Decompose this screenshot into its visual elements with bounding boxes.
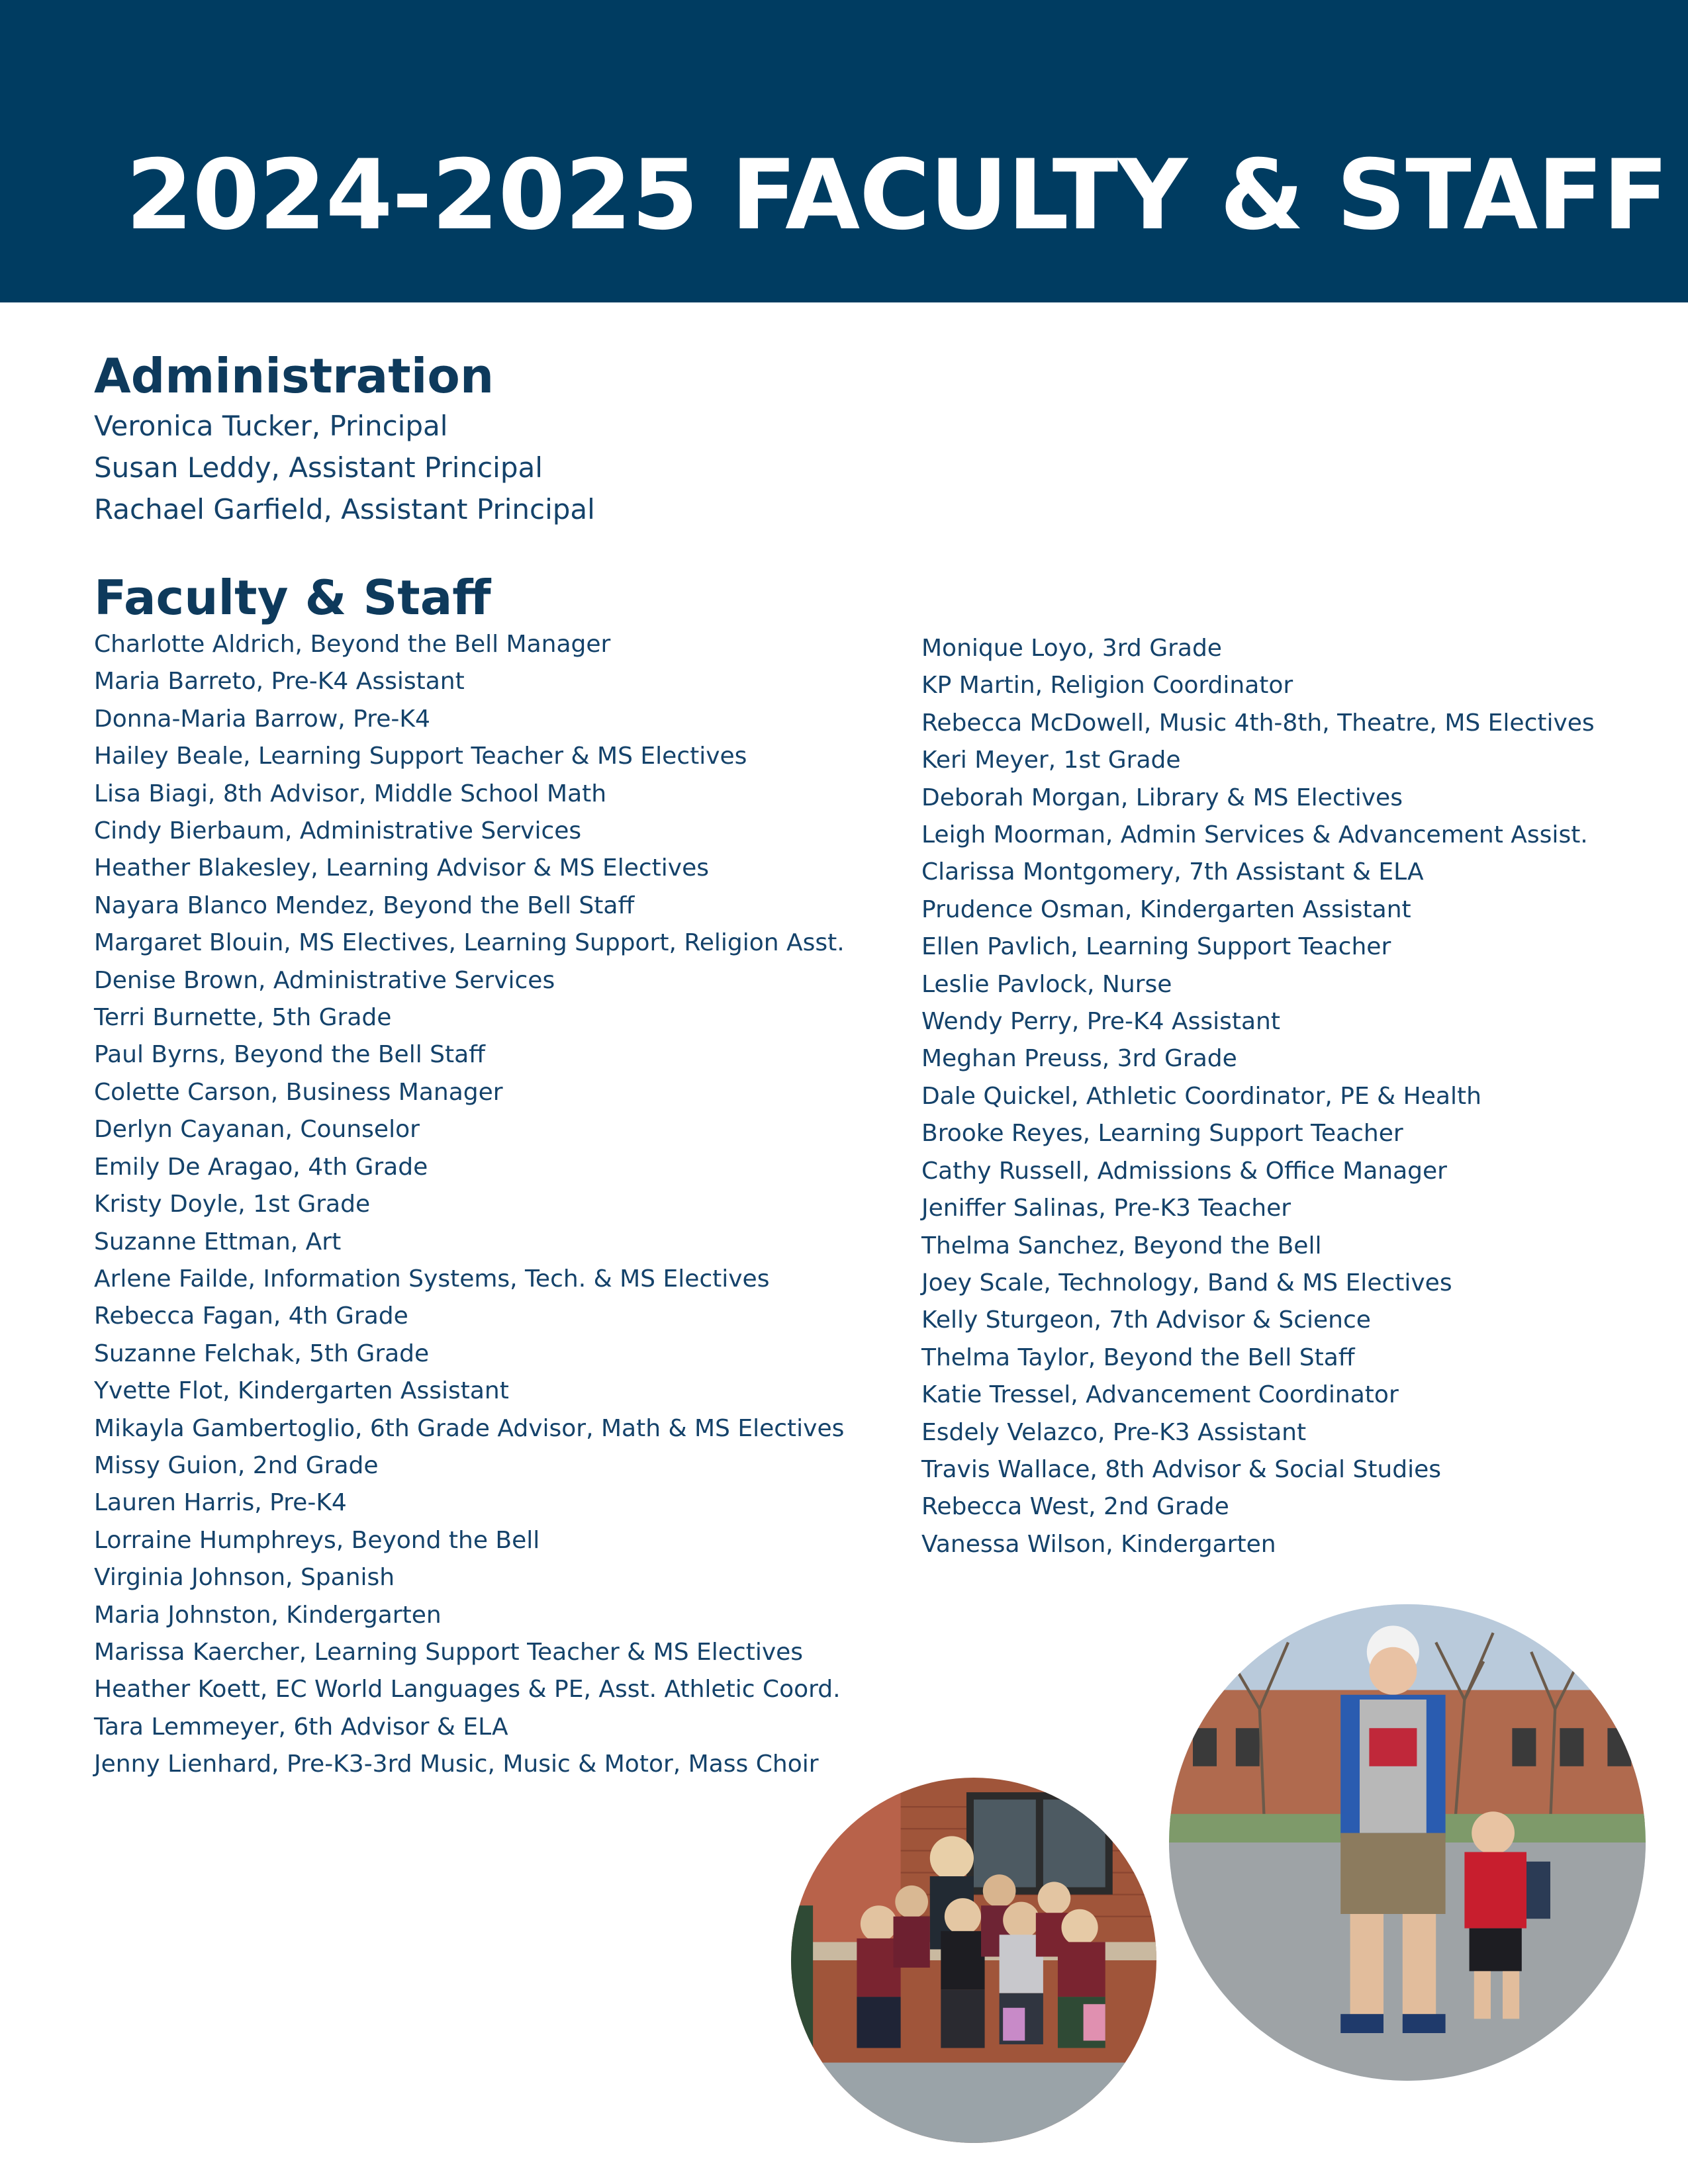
- staff-member: Thelma Sanchez, Beyond the Bell: [921, 1232, 1322, 1259]
- administration-heading: Administration: [94, 348, 494, 404]
- staff-member: Lorraine Humphreys, Beyond the Bell: [94, 1526, 540, 1554]
- staff-member: Paul Byrns, Beyond the Bell Staff: [94, 1041, 485, 1069]
- staff-member: Nayara Blanco Mendez, Beyond the Bell Staff: [94, 891, 635, 919]
- family-photo-image: [1169, 1604, 1646, 2081]
- staff-member: Lauren Harris, Pre-K4: [94, 1489, 347, 1517]
- staff-member: Charlotte Aldrich, Beyond the Bell Manager: [94, 631, 611, 658]
- staff-member: Meghan Preuss, 3rd Grade: [921, 1045, 1237, 1073]
- faculty-list-column-1: [94, 626, 845, 1784]
- staff-member: Joey Scale, Technology, Band & MS Electives: [921, 1269, 1452, 1297]
- admin-member: Susan Leddy, Assistant Principal: [94, 451, 543, 484]
- staff-member: Maria Johnston, Kindergarten: [94, 1601, 442, 1629]
- staff-member: Rebecca West, 2nd Grade: [921, 1493, 1229, 1521]
- staff-member: Jeniffer Salinas, Pre-K3 Teacher: [921, 1195, 1291, 1222]
- faculty-list-column-2: [921, 630, 1595, 1563]
- staff-member: Suzanne Felchak, 5th Grade: [94, 1340, 430, 1367]
- header-banner: [0, 0, 1688, 302]
- staff-member: Mikayla Gambertoglio, 6th Grade Advisor, Math & MS Electives: [94, 1414, 845, 1442]
- page-title: 2024-2025 FACULTY & STAFF: [126, 139, 1668, 251]
- administration-list: [94, 405, 595, 530]
- staff-member: Clarissa Montgomery, 7th Assistant & ELA: [921, 858, 1424, 886]
- staff-member: Travis Wallace, 8th Advisor & Social Studies: [921, 1455, 1442, 1483]
- family-photo: [1169, 1604, 1646, 2081]
- staff-member: Jenny Lienhard, Pre-K3-3rd Music, Music & Motor, Mass Choir: [94, 1751, 819, 1778]
- staff-member: Donna-Maria Barrow, Pre-K4: [94, 705, 430, 733]
- students-photo: [791, 1778, 1156, 2143]
- staff-member: Monique Loyo, 3rd Grade: [921, 635, 1222, 662]
- admin-member: Rachael Garfield, Assistant Principal: [94, 493, 595, 525]
- admin-member: Veronica Tucker, Principal: [94, 410, 448, 442]
- staff-member: Arlene Failde, Information Systems, Tech. & MS Electives: [94, 1265, 770, 1293]
- faculty-heading: Faculty & Staff: [94, 570, 491, 625]
- staff-member: Heather Koett, EC World Languages & PE, Asst. Athletic Coord.: [94, 1676, 841, 1704]
- staff-member: Hailey Beale, Learning Support Teacher & MS Electives: [94, 743, 747, 770]
- staff-member: Derlyn Cayanan, Counselor: [94, 1116, 420, 1144]
- staff-member: Cindy Bierbaum, Administrative Services: [94, 817, 582, 845]
- staff-member: Keri Meyer, 1st Grade: [921, 747, 1181, 774]
- staff-member: Heather Blakesley, Learning Advisor & MS Electives: [94, 854, 709, 882]
- staff-member: Emily De Aragao, 4th Grade: [94, 1153, 428, 1181]
- staff-member: Esdely Velazco, Pre-K3 Assistant: [921, 1418, 1307, 1446]
- staff-member: Dale Quickel, Athletic Coordinator, PE & Health: [921, 1082, 1481, 1110]
- staff-member: Cathy Russell, Admissions & Office Manager: [921, 1157, 1447, 1185]
- staff-member: KP Martin, Religion Coordinator: [921, 672, 1293, 700]
- staff-member: Leigh Moorman, Admin Services & Advancement Assist.: [921, 821, 1588, 849]
- staff-member: Leslie Pavlock, Nurse: [921, 970, 1172, 998]
- staff-member: Kristy Doyle, 1st Grade: [94, 1191, 371, 1218]
- staff-member: Rebecca Fagan, 4th Grade: [94, 1302, 408, 1330]
- staff-member: Rebecca McDowell, Music 4th-8th, Theatre, MS Electives: [921, 709, 1595, 737]
- staff-member: Ellen Pavlich, Learning Support Teacher: [921, 933, 1391, 961]
- staff-member: Terri Burnette, 5th Grade: [94, 1004, 392, 1032]
- staff-member: Thelma Taylor, Beyond the Bell Staff: [921, 1343, 1355, 1371]
- students-photo-image: [791, 1778, 1156, 2143]
- staff-member: Marissa Kaercher, Learning Support Teacher & MS Electives: [94, 1638, 804, 1666]
- staff-member: Deborah Morgan, Library & MS Electives: [921, 784, 1403, 811]
- staff-member: Margaret Blouin, MS Electives, Learning Support, Religion Asst.: [94, 929, 845, 957]
- staff-member: Suzanne Ettman, Art: [94, 1228, 342, 1255]
- staff-member: Vanessa Wilson, Kindergarten: [921, 1530, 1276, 1558]
- staff-member: Kelly Sturgeon, 7th Advisor & Science: [921, 1306, 1371, 1334]
- staff-member: Colette Carson, Business Manager: [94, 1078, 503, 1106]
- staff-member: Katie Tressel, Advancement Coordinator: [921, 1381, 1399, 1409]
- staff-member: Denise Brown, Administrative Services: [94, 966, 555, 994]
- staff-member: Maria Barreto, Pre-K4 Assistant: [94, 668, 465, 696]
- staff-member: Virginia Johnson, Spanish: [94, 1564, 395, 1592]
- staff-member: Prudence Osman, Kindergarten Assistant: [921, 895, 1411, 923]
- staff-member: Missy Guion, 2nd Grade: [94, 1451, 379, 1479]
- staff-member: Tara Lemmeyer, 6th Advisor & ELA: [94, 1713, 508, 1741]
- staff-member: Yvette Flot, Kindergarten Assistant: [94, 1377, 509, 1405]
- staff-member: Wendy Perry, Pre-K4 Assistant: [921, 1008, 1280, 1036]
- staff-member: Brooke Reyes, Learning Support Teacher: [921, 1120, 1403, 1148]
- staff-member: Lisa Biagi, 8th Advisor, Middle School Math: [94, 780, 607, 807]
